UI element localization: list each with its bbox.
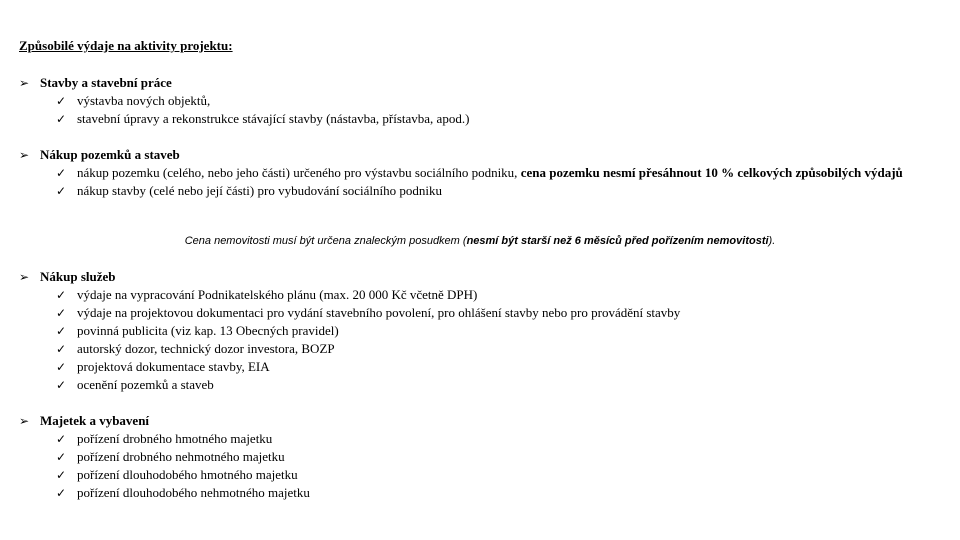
list-item-text: výstavba nových objektů, [77,93,211,108]
section-heading [19,268,939,286]
item-list [19,430,939,502]
arrow-bullet-icon: ➢ [19,270,30,284]
section-heading [19,146,939,164]
list-item-text: projektová dokumentace stavby, EIA [77,359,270,374]
item-list [19,92,939,128]
checkmark-icon: ✓ [56,306,67,320]
checkmark-icon: ✓ [56,486,67,500]
list-item [19,182,939,200]
item-list [19,164,939,200]
list-item-text: pořízení dlouhodobého hmotného majetku [77,467,298,482]
list-item-text: výdaje na vypracování Podnikatelského plánu (max. 20 000 Kč včetně DPH) [77,287,478,302]
checkmark-icon: ✓ [56,112,67,126]
list-item [19,340,939,358]
list-item [19,376,939,394]
section-majetek [19,412,939,502]
checkmark-icon: ✓ [56,184,67,198]
arrow-bullet-icon: ➢ [19,76,30,90]
checkmark-icon: ✓ [56,450,67,464]
list-item [19,110,939,128]
list-item-text: stavební úpravy a rekonstrukce stávající stavby (nástavba, přístavba, apod.) [77,111,470,126]
list-item-text: pořízení dlouhodobého nehmotného majetku [77,485,310,500]
page-title: Způsobilé výdaje na aktivity projektu: [19,38,233,53]
arrow-bullet-icon: ➢ [19,414,30,428]
checkmark-icon: ✓ [56,166,67,180]
section-heading-text: Nákup pozemků a staveb [40,147,180,162]
list-item-text: autorský dozor, technický dozor investora, BOZP [77,341,335,356]
list-item [19,466,939,484]
item-list [19,286,939,394]
list-item [19,358,939,376]
section-heading-text: Stavby a stavební práce [40,75,172,90]
checkmark-icon: ✓ [56,468,67,482]
list-item-text-regular: nákup pozemku (celého, nebo jeho části) určeného pro výstavbu sociálního podniku, [77,165,521,180]
checkmark-icon: ✓ [56,324,67,338]
list-item [19,322,939,340]
list-item [19,164,939,182]
checkmark-icon: ✓ [56,378,67,392]
section-heading [19,412,939,430]
section-nakup-pozemku [19,146,939,200]
checkmark-icon: ✓ [56,94,67,108]
checkmark-icon: ✓ [56,342,67,356]
note-text: Cena nemovitosti musí být určena znaleckým posudkem ( [184,235,467,247]
checkmark-icon: ✓ [56,432,67,446]
section-heading [19,74,939,92]
list-item [19,286,939,304]
section-stavby [19,74,939,128]
list-item [19,430,939,448]
valuation-note [0,235,960,247]
list-item-text-emphasis: cena pozemku nesmí přesáhnout 10 % celkových způsobilých výdajů [520,165,903,180]
checkmark-icon: ✓ [56,288,67,302]
list-item [19,92,939,110]
list-item-text: výdaje na projektovou dokumentaci pro vydání stavebního povolení, pro ohlášení stavby nebo pro provádění stavby [77,305,681,320]
list-item-text: pořízení drobného nehmotného majetku [77,449,285,464]
note-end: ). [768,235,776,247]
list-item-text: pořízení drobného hmotného majetku [77,431,273,446]
section-heading-text: Nákup služeb [40,269,116,284]
list-item [19,304,939,322]
section-nakup-sluzeb [19,268,939,394]
arrow-bullet-icon: ➢ [19,148,30,162]
list-item-text [77,164,939,182]
list-item-text: ocenění pozemků a staveb [77,377,214,392]
checkmark-icon: ✓ [56,360,67,374]
section-heading-text: Majetek a vybavení [40,413,150,428]
note-emphasis: nesmí být starší než 6 měsíců před pořízením nemovitosti [466,235,769,247]
list-item [19,448,939,466]
list-item-text: nákup stavby (celé nebo její části) pro vybudování sociálního podniku [77,183,442,198]
list-item-text: povinná publicita (viz kap. 13 Obecných pravidel) [77,323,339,338]
list-item [19,484,939,502]
